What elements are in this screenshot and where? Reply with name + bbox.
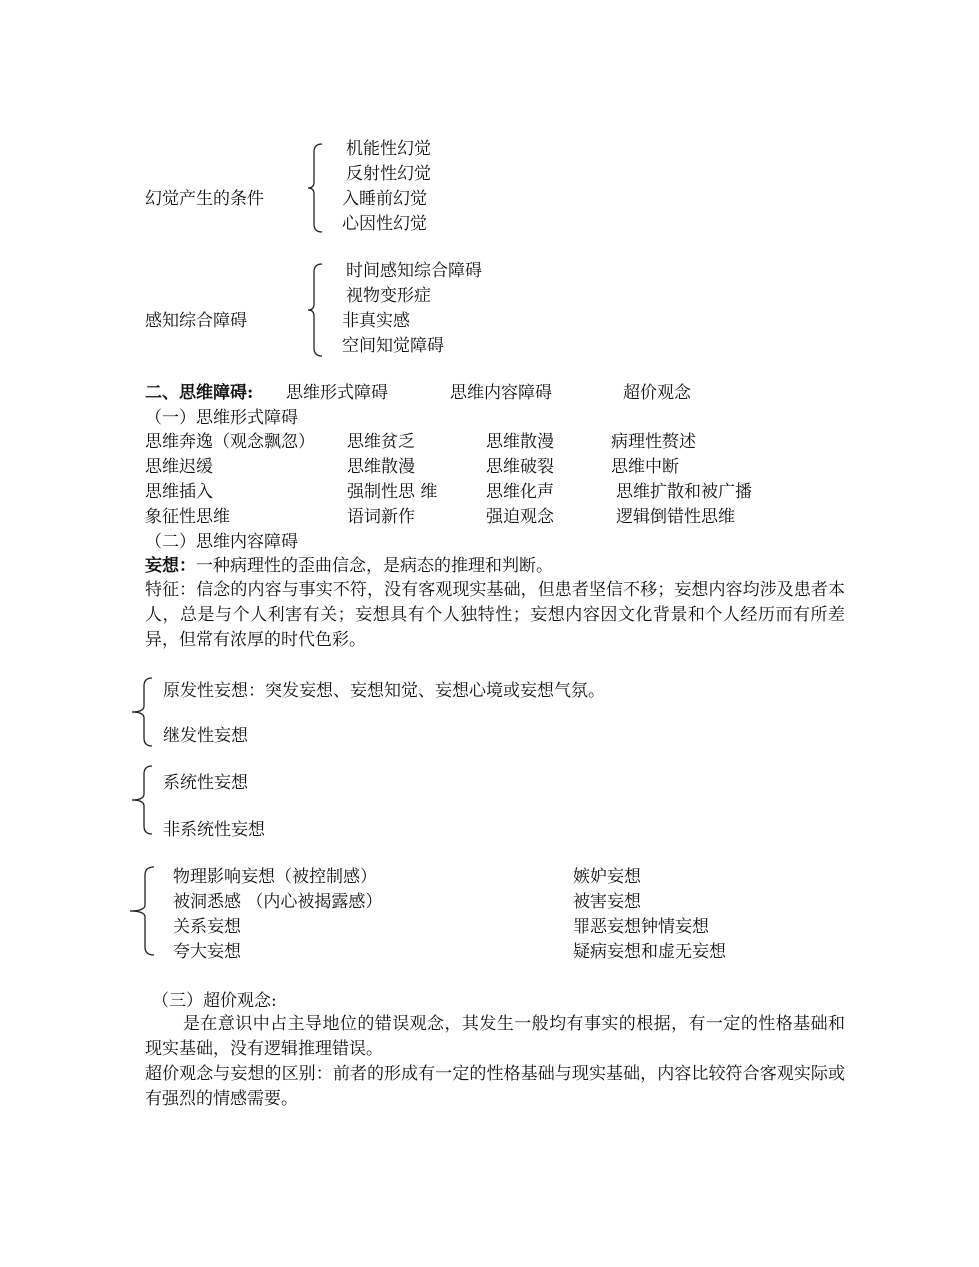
overvalued-heading: （三）超价观念: <box>152 991 277 1011</box>
theme-left-item: 关系妄想 <box>173 917 241 937</box>
section2-type: 思维形式障碍 <box>286 383 388 403</box>
perception-item: 空间知觉障碍 <box>342 336 444 356</box>
form-cell: 思维贫乏 <box>347 432 415 452</box>
perception-item: 视物变形症 <box>346 286 431 306</box>
origin-item: 原发性妄想：突发妄想、妄想知觉、妄想心境或妄想气氛。 <box>163 681 605 701</box>
form-cell: 思维中断 <box>611 457 679 477</box>
theme-left-item: 夸大妄想 <box>173 942 241 962</box>
form-cell: 思维奔逸（观念飘忽） <box>145 432 315 452</box>
form-cell: 思维化声 <box>486 482 554 502</box>
perception-label: 感知综合障碍 <box>145 311 247 331</box>
form-cell: 思维散漫 <box>347 457 415 477</box>
perception-item: 非真实感 <box>342 311 410 331</box>
form-cell: 象征性思维 <box>145 507 230 527</box>
delusion-def-text: 一种病理性的歪曲信念，是病态的推理和判断。 <box>196 556 553 576</box>
form-heading: （一）思维形式障碍 <box>145 408 298 428</box>
perception-item: 时间感知综合障碍 <box>346 261 482 281</box>
perception-brace <box>306 262 326 358</box>
origin-brace <box>130 676 156 748</box>
hallucination-item: 机能性幻觉 <box>346 139 431 159</box>
hallucination-item: 心因性幻觉 <box>342 214 427 234</box>
theme-left-item: 物理影响妄想（被控制感） <box>173 867 377 887</box>
form-cell: 病理性赘述 <box>611 432 696 452</box>
structure-item: 非系统性妄想 <box>163 820 265 840</box>
delusion-features: 特征：信念的内容与事实不符，没有客观现实基础，但患者坚信不移；妄想内容均涉及患者本人，总是与个人利害有关；妄想具有个人独特性；妄想内容因文化背景和个人经历而有所差异，但常有浓厚的时代色彩。 <box>145 580 845 650</box>
overvalued-difference: 超价观念与妄想的区别：前者的形成有一定的性格基础与现实基础，内容比较符合客观实际或有强烈的情感需要。 <box>145 1064 845 1109</box>
theme-right-item: 嫉妒妄想 <box>573 867 641 887</box>
section2-type: 思维内容障碍 <box>450 383 552 403</box>
theme-right-item: 被害妄想 <box>573 892 641 912</box>
theme-right-item: 疑病妄想和虚无妄想 <box>573 942 726 962</box>
origin-item: 继发性妄想 <box>163 726 248 746</box>
section2-type: 超价观念 <box>623 383 691 403</box>
theme-left-item: 被洞悉感 （内心被揭露感） <box>173 892 383 912</box>
form-cell: 思维扩散和被广播 <box>616 482 752 502</box>
form-cell: 逻辑倒错性思维 <box>616 507 735 527</box>
hallucination-label: 幻觉产生的条件 <box>145 189 264 209</box>
structure-item: 系统性妄想 <box>163 773 248 793</box>
theme-brace <box>128 865 158 957</box>
delusion-term: 妄想： <box>145 556 196 576</box>
hallucination-brace <box>306 142 326 234</box>
delusion-definition <box>145 558 553 575</box>
section2-title: 二、思维障碍: <box>145 383 254 403</box>
hallucination-item: 入睡前幻觉 <box>342 189 427 209</box>
form-cell: 思维破裂 <box>486 457 554 477</box>
form-cell: 强制性思 维 <box>347 482 438 502</box>
form-cell: 思维迟缓 <box>145 457 213 477</box>
form-cell: 强迫观念 <box>486 507 554 527</box>
form-cell: 语词新作 <box>347 507 415 527</box>
theme-right-item: 罪恶妄想钟情妄想 <box>573 917 709 937</box>
hallucination-item: 反射性幻觉 <box>346 164 431 184</box>
form-cell: 思维插入 <box>145 482 213 502</box>
overvalued-definition: 是在意识中占主导地位的错误观念，其发生一般均有事实的根据，有一定的性格基础和现实基础，没有逻辑推理错误。 <box>145 1014 845 1059</box>
form-cell: 思维散漫 <box>486 432 554 452</box>
content-heading: （二）思维内容障碍 <box>145 532 298 552</box>
structure-brace <box>130 764 156 836</box>
